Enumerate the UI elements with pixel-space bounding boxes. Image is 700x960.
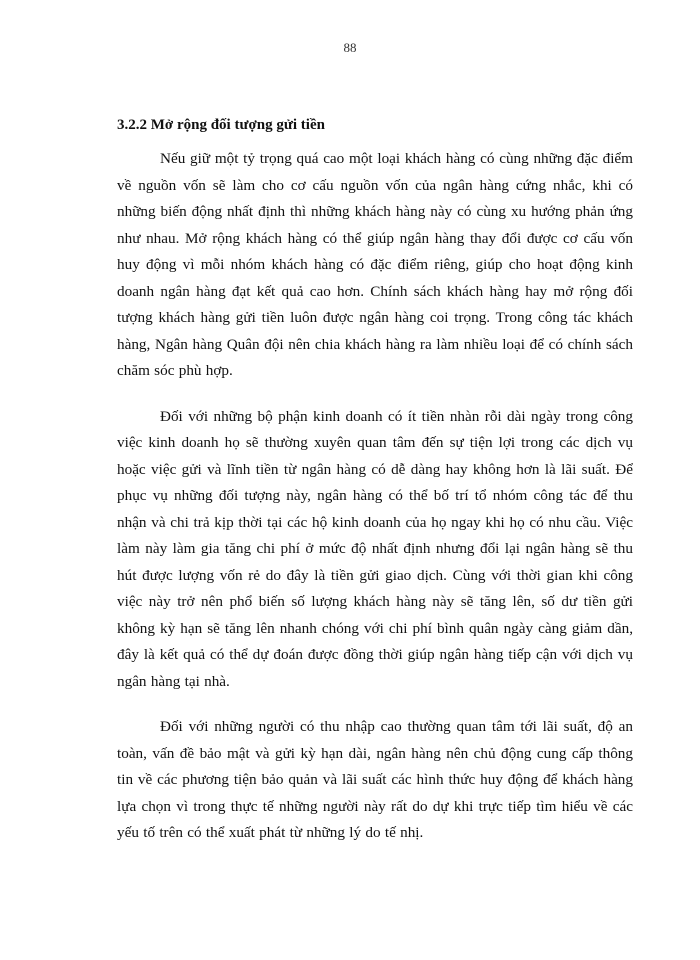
paragraph-2: Đối với những bộ phận kinh doanh có ít tiền nhàn rỗi dài ngày trong công việc kinh doanh họ sẽ thường xuyên quan tâm đến sự tiện lợi trong các dịch vụ hoặc việc gửi và lĩnh tiền từ ngân hàng có dễ dàng hay không hơn là lãi suất. Để phục vụ những đối tượng này, ngân hàng có thể bố trí tổ nhóm công tác để thu nhận và chi trả kịp thời tại các hộ kinh doanh của họ ngay khi họ có nhu cầu. Việc làm này làm gia tăng chi phí ở mức độ nhất định nhưng đổi lại ngân hàng sẽ thu hút được lượng vốn rẻ do đây là tiền gửi giao dịch. Cùng với thời gian khi công việc này trở nên phổ biến số lượng khách hàng này sẽ tăng lên, số dư tiền gửi không kỳ hạn sẽ tăng lên nhanh chóng với chi phí bình quân ngày càng giảm dần, đây là kết quả có thể dự đoán được đồng thời giúp ngân hàng tiếp cận với dịch vụ ngân hàng tại nhà.: [117, 407, 633, 690]
paragraph-1: Nếu giữ một tỷ trọng quá cao một loại khách hàng có cùng những đặc điểm về nguồn vốn sẽ làm cho cơ cấu nguồn vốn của ngân hàng cứng nhắc, khi có những biến động nhất định thì những khách hàng này có cùng xu hướng phản ứng như nhau. Mở rộng khách hàng có thể giúp ngân hàng thay đổi được cơ cấu vốn huy động vì mỗi nhóm khách hàng có đặc điểm riêng, giúp cho hoạt động kinh doanh ngân hàng đạt kết quả cao hơn. Chính sách khách hàng hay mở rộng đối tượng khách hàng gửi tiền luôn được ngân hàng coi trọng. Trong công tác khách hàng, Ngân hàng Quân đội nên chia khách hàng ra làm nhiều loại để có chính sách chăm sóc phù hợp.: [117, 150, 633, 379]
page-content: [117, 114, 633, 866]
section-heading: 3.2.2 Mở rộng đối tượng gửi tiền: [117, 117, 325, 133]
paragraph-3: Đối với những người có thu nhập cao thường quan tâm tới lãi suất, độ an toàn, vấn đề bảo mật và gửi kỳ hạn dài, ngân hàng nên chủ động cung cấp thông tin về các phương tiện bảo quản và lãi suất các hình thức huy động để khách hàng lựa chọn vì trong thực tế những người này rất do dự khi trực tiếp tìm hiểu về các yếu tố trên có thể xuất phát từ những lý do tế nhị.: [117, 718, 633, 841]
page-number: 88: [343, 40, 357, 55]
